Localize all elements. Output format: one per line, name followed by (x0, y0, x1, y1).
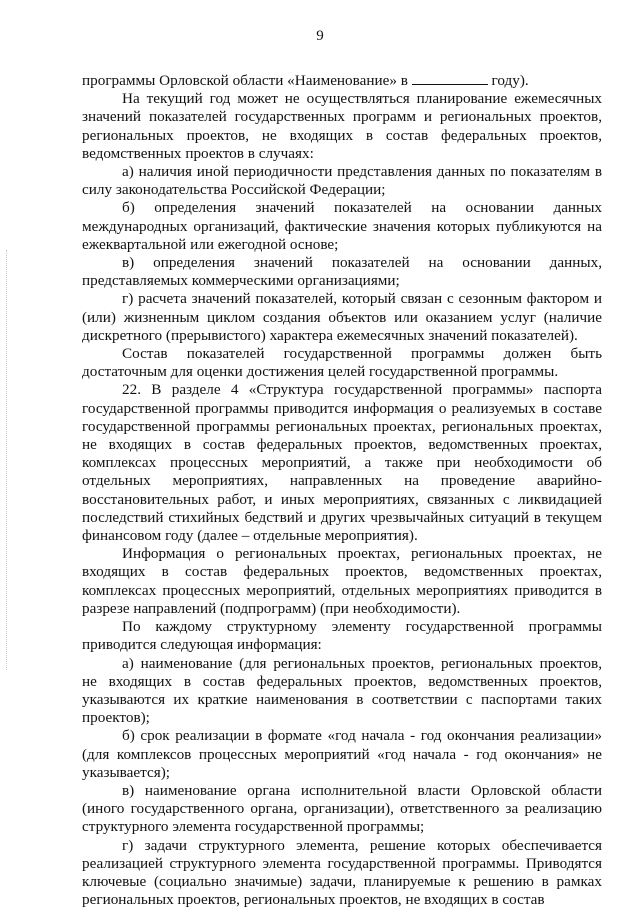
paragraph-5: г) расчета значений показателей, который связан с сезонным фактором и (или) жизненным циклом создания объектов или оказанием услуг (наличие дискретного (прерывистого) характера ежемесячных значений показателей). (82, 290, 602, 344)
paragraph-1: На текущий год может не осуществляться планирование ежемесячных значений показателей государственных программ и региональных проектов, региональных проектов, не входящих в состав федеральных проектов, ведомственных проектов в случаях: (82, 90, 602, 162)
paragraph-0 (82, 72, 602, 90)
page-number: 9 (316, 28, 324, 44)
paragraph-0-end: году). (491, 72, 529, 89)
paragraph-8: Информация о региональных проектах, региональных проектах, не входящих в состав федеральных проектов, ведомственных проектах, комплексах процессных мероприятий, отдельных мероприятиях приводится в разрезе направлений (подпрограмм) (при необходимости). (82, 545, 602, 617)
paragraph-2: а) наличия иной периодичности представления данных по показателям в силу законодательства Российской Федерации; (82, 163, 602, 199)
paragraph-13: г) задачи структурного элемента, решение которых обеспечивается реализацией структурного элемента государственной программы. Приводятся ключевые (социально значимые) задачи, планируемые к решению в рамках региональных проектов, региональных проектов, не входящих в состав (82, 836, 602, 909)
margin-mark (6, 250, 9, 670)
blank-year-field (412, 72, 488, 85)
paragraph-11: б) срок реализации в формате «год начала - год окончания реализации» (для комплексов процессных мероприятий «год начала - год окончания» не указывается); (82, 727, 602, 781)
paragraph-12: в) наименование органа исполнительной власти Орловской области (иного государственного органа, организации), ответственного за реализацию структурного элемента государственной программы; (82, 781, 602, 836)
document-body (82, 72, 602, 909)
paragraph-10: а) наименование (для региональных проектов, региональных проектов, не входящих в состав федеральных проектов, ведомственных проектов, указываются их краткие наименования в соответствии с паспортами таких проектов); (82, 654, 602, 727)
paragraph-0-text: программы Орловской области «Наименование» в (82, 72, 408, 89)
paragraph-6: Состав показателей государственной программы должен быть достаточным для оценки достижения целей государственной программы. (82, 345, 602, 381)
paragraph-3: б) определения значений показателей на основании данных международных организаций, фактические значения которых публикуются на ежеквартальной или ежегодной основе; (82, 199, 602, 253)
paragraph-4: в) определения значений показателей на основании данных, представляемых коммерческими организациями; (82, 254, 602, 290)
paragraph-9: По каждому структурному элементу государственной программы приводится следующая информация: (82, 618, 602, 654)
paragraph-7: 22. В разделе 4 «Структура государственной программы» паспорта государственной программы приводится информация о реализуемых в составе государственной программы региональных проектах, региональных проектах, не входящих в состав федеральных проектов, ведомственных проектах, комплексах процессных мероприятий, а также при необходимости об отдельных мероприятиях, направленных на проведение аварийно-восстановительных работ, и иных мероприятиях, связанных с ликвидацией последствий стихийных бедствий и других чрезвычайных ситуаций в текущем финансовом году (далее – отдельные мероприятия). (82, 381, 602, 545)
